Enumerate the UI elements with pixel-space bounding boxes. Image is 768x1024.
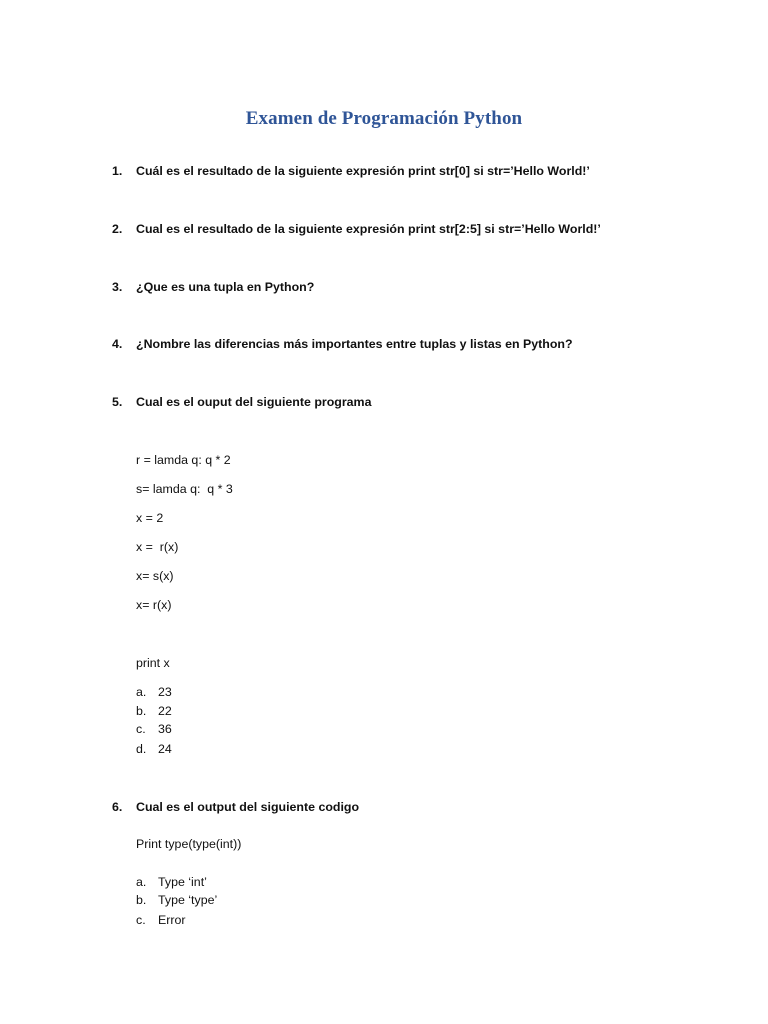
- question-text: ¿Que es una tupla en Python?: [136, 280, 315, 294]
- option-letter: c.: [136, 722, 146, 736]
- code-line: x= s(x): [136, 569, 174, 583]
- answer-option: [136, 893, 217, 907]
- question-number: 1.: [112, 164, 123, 178]
- page-title: Examen de Programación Python: [245, 108, 523, 129]
- option-letter: b.: [136, 704, 147, 718]
- question-number: 4.: [112, 337, 123, 351]
- option-letter: a.: [136, 875, 147, 889]
- question-6: [112, 800, 359, 814]
- option-text: Type ‘type’: [158, 893, 218, 907]
- question-2: [112, 222, 601, 236]
- answer-option: [136, 722, 172, 736]
- code-line: x = 2: [136, 511, 164, 525]
- question-4: [112, 337, 573, 351]
- question-text: Cual es el ouput del siguiente programa: [136, 395, 372, 409]
- option-text: 23: [158, 685, 172, 699]
- question-number: 2.: [112, 222, 123, 236]
- code-line: Print type(type(int)): [136, 837, 242, 851]
- question-number: 5.: [112, 395, 123, 409]
- question-5: [112, 395, 371, 409]
- option-letter: d.: [136, 742, 147, 756]
- answer-option: [136, 913, 186, 927]
- code-line: r = lamda q: q * 2: [136, 453, 231, 467]
- option-text: Error: [158, 913, 186, 927]
- question-number: 3.: [112, 280, 123, 294]
- answer-option: [136, 685, 172, 699]
- code-line: print x: [136, 656, 170, 670]
- code-line: x= r(x): [136, 598, 172, 612]
- option-letter: b.: [136, 893, 147, 907]
- option-text: 24: [158, 742, 172, 756]
- option-text: 22: [158, 704, 172, 718]
- question-text: Cuál es el resultado de la siguiente expresión print str[0] si str=’Hello World!’: [136, 164, 590, 178]
- question-number: 6.: [112, 800, 123, 814]
- question-3: [112, 280, 314, 294]
- answer-option: [136, 742, 172, 756]
- option-text: Type ‘int’: [158, 875, 207, 889]
- option-letter: c.: [136, 913, 146, 927]
- option-letter: a.: [136, 685, 147, 699]
- answer-option: [136, 875, 207, 889]
- code-line: s= lamda q: q * 3: [136, 482, 233, 496]
- option-text: 36: [158, 722, 172, 736]
- question-1: [112, 164, 590, 178]
- code-line: x = r(x): [136, 540, 179, 554]
- question-text: Cual es el output del siguiente codigo: [136, 800, 360, 814]
- answer-option: [136, 704, 172, 718]
- question-text: Cual es el resultado de la siguiente expresión print str[2:5] si str=’Hello World!’: [136, 222, 601, 236]
- question-text: ¿Nombre las diferencias más importantes entre tuplas y listas en Python?: [136, 337, 573, 351]
